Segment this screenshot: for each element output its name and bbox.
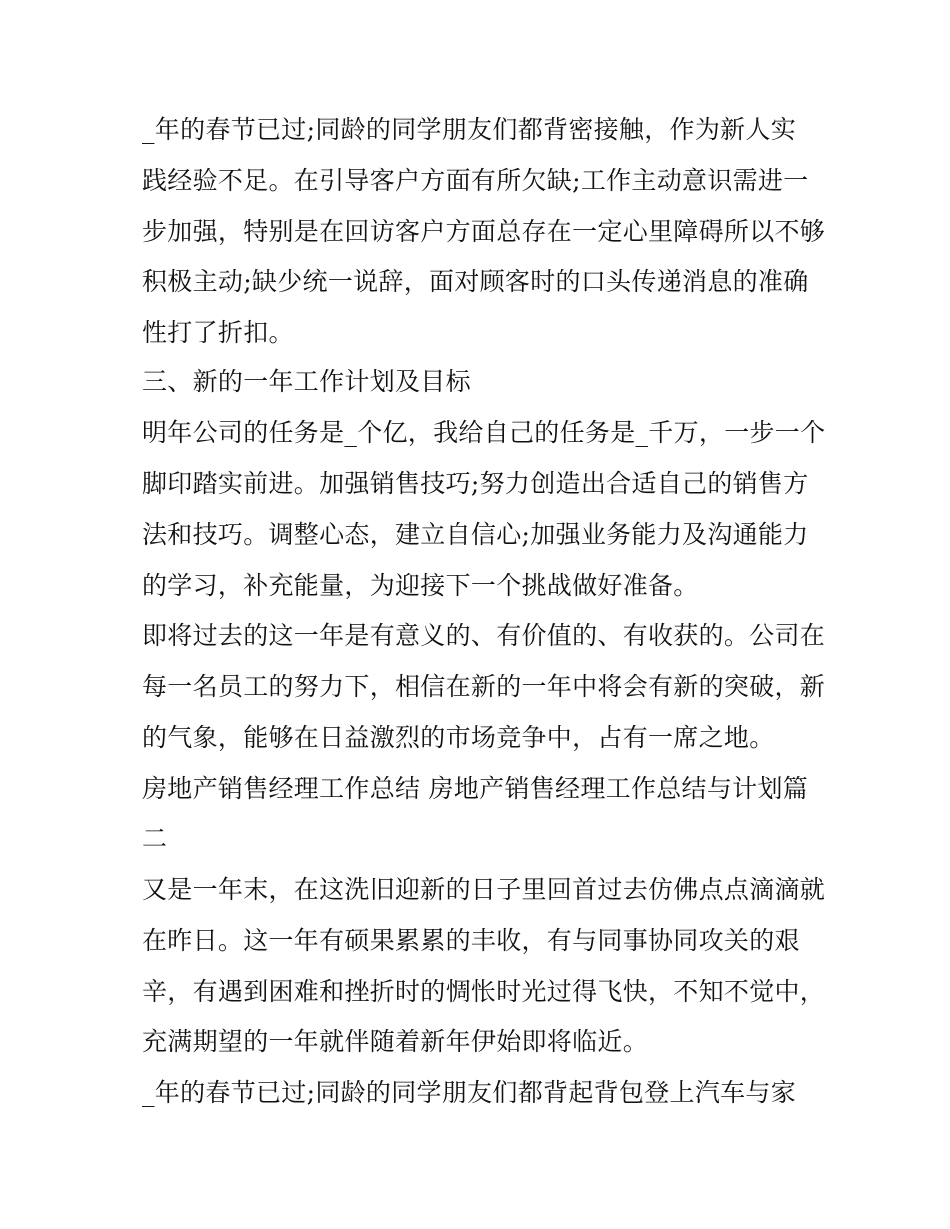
text-line: 又是一年末，在这洗旧迎新的日子里回首过去仿佛点点滴滴就 — [142, 875, 826, 904]
text-line: 脚印踏实前进。加强销售技巧;努力创造出合适自己的销售方 — [142, 469, 809, 498]
text-line: 步加强，特别是在回访客户方面总存在一定心里障碍所以不够 — [142, 217, 826, 246]
article-title-continued: 二 — [142, 824, 168, 853]
text-line: 性打了折扣。 — [142, 318, 294, 347]
text-line: 充满期望的一年就伴随着新年伊始即将临近。 — [142, 1027, 649, 1056]
text-line: 即将过去的这一年是有意义的、有价值的、有收获的。公司在 — [142, 621, 826, 650]
text-line: 法和技巧。调整心态，建立自信心;加强业务能力及沟通能力 — [142, 520, 809, 549]
text-line: 辛，有遇到困难和挫折时的惆怅时光过得飞快，不知不觉中， — [142, 977, 826, 1006]
text-line: 在昨日。这一年有硕果累累的丰收，有与同事协同攻关的艰 — [142, 926, 800, 955]
text-line: _年的春节已过;同龄的同学朋友们都背密接触，作为新人实 — [142, 115, 797, 144]
text-line: 践经验不足。在引导客户方面有所欠缺;工作主动意识需进一 — [142, 166, 809, 195]
article-title: 房地产销售经理工作总结 房地产销售经理工作总结与计划篇 — [142, 774, 809, 803]
text-line: 积极主动;缺少统一说辞，面对顾客时的口头传递消息的准确 — [142, 267, 809, 296]
text-line: 明年公司的任务是_个亿，我给自己的任务是_千万，一步一个 — [142, 418, 826, 447]
text-line: 的气象，能够在日益激烈的市场竞争中，占有一席之地。 — [142, 723, 775, 752]
text-line: 的学习，补充能量，为迎接下一个挑战做好准备。 — [142, 571, 699, 600]
section-heading: 三、新的一年工作计划及目标 — [142, 367, 471, 396]
text-line: _年的春节已过;同龄的同学朋友们都背起背包登上汽车与家 — [142, 1078, 797, 1107]
text-line: 每一名员工的努力下，相信在新的一年中将会有新的突破，新 — [142, 672, 826, 701]
